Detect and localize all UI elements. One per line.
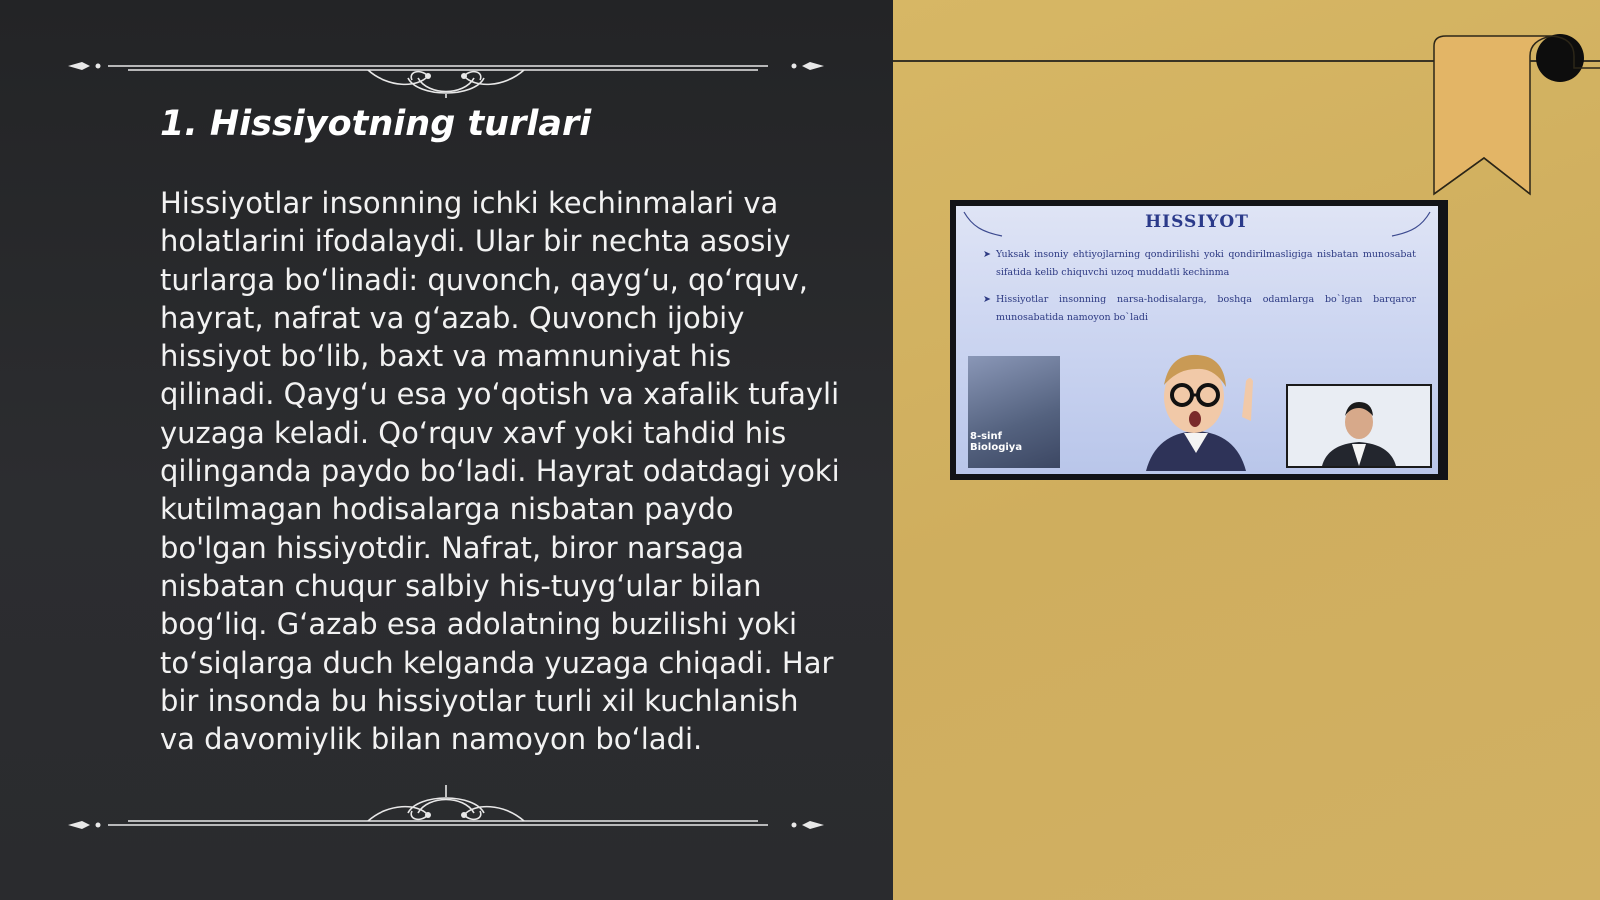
- grade-badge: [970, 431, 1022, 453]
- bottom-ornament-divider: [68, 783, 824, 843]
- subject-label: Biologiya: [970, 442, 1023, 453]
- slide-title: 1. Hissiyotning turlari: [160, 104, 592, 144]
- embedded-video[interactable]: [950, 200, 1448, 480]
- grade-label: 8-sinf: [970, 431, 1002, 442]
- video-bullet-2: ➤ Hissiyotlar insonning narsa-hodisalarga, boshqa odamlarga bo`lgan barqaror munosabatida namoyon bo`ladi: [996, 291, 1416, 327]
- video-screen[interactable]: [956, 206, 1438, 474]
- video-bullet-1: ➤ Yuksak insoniy ehtiyojlarning qondirilishi yoki qondirilmasligiga nisbatan munosabat sifatida kelib chiquvchi uzoq muddatli kechinma: [996, 246, 1416, 282]
- speaker-image: [1288, 386, 1430, 466]
- speaker-inset: [1286, 384, 1432, 468]
- top-ornament-divider: [68, 38, 824, 98]
- surprised-boy-image: [1126, 341, 1266, 471]
- slide-body-text: Hissiyotlar insonning ichki kechinmalari va holatlarini ifodalaydi. Ular bir nechta asosiy turlarga bo‘linadi: quvonch, qayg‘u, qo‘rquv, hayrat, nafrat va g‘azab. Quvonch ijobiy hissiyot bo‘lib, baxt va mamnuniyat his qilinadi. Qayg‘u esa yo‘qotish va xafalik tufayli yuzaga keladi. Qo‘rquv xavf yoki tahdid his qilinganda paydo bo‘ladi. Hayrat odatdagi yoki kutilmagan hodisalarga nisbatan paydo bo'lgan hissiyotdir. Nafrat, biror narsaga nisbatan chuqur salbiy his-tuyg‘ular bilan bog‘liq. G‘azab esa adolatning buzilishi yoki to‘siqlarga duch kelganda yuzaga chiqadi. Har bir insonda bu hissiyotlar turli xil kuchlanish va davomiylik bilan namoyon bo‘ladi.: [160, 186, 840, 757]
- ribbon-bookmark-icon: [1432, 34, 1600, 200]
- video-slide-title: HISSIYOT: [1145, 212, 1249, 232]
